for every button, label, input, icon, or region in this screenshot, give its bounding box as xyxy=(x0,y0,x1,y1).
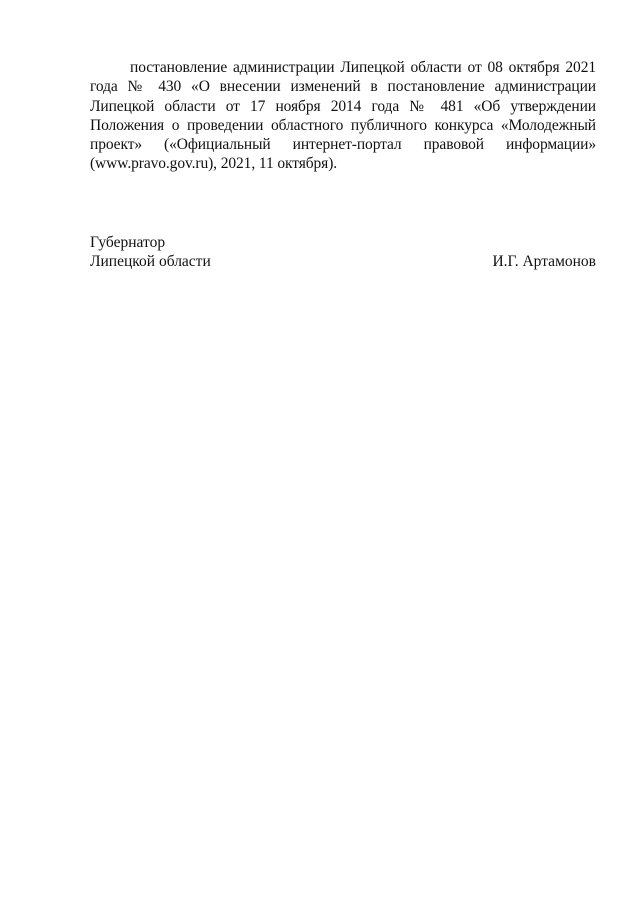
body-paragraph: постановление администрации Липецкой области от 08 октября 2021 года № 430 «О внесении изменений в постановление администрации Липецкой области от 17 ноября 2014 года № 481 «Об утверждении Положения о проведении областного публичного конкурса «Молодежный проект» («Официальный интернет-портал правовой информации» (www.pravo.gov.ru), 2021, 11 октября). xyxy=(90,59,596,173)
signatory-title-line1: Губернатор xyxy=(90,234,166,251)
signature-line xyxy=(90,252,596,271)
signature-block xyxy=(90,233,596,272)
signatory-name: И.Г. Артамонов xyxy=(492,253,596,271)
signatory-title-line2: Липецкой области xyxy=(90,253,211,271)
